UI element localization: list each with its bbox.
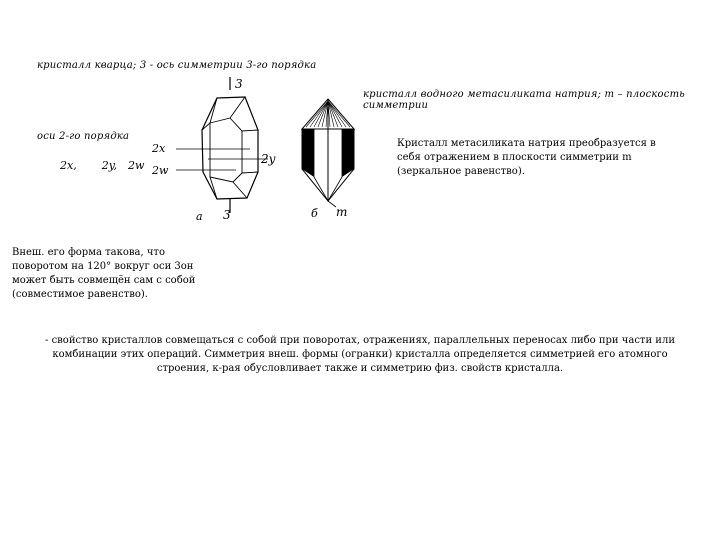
axis-2w-symbol: 2w [127,159,145,172]
quartz-crystal-figure [150,75,290,225]
symmetry-definition: - свойство кристаллов совмещаться с собой при поворотах, отражениях, параллельных переносах либо при части или комбинации этих операций. Симметрия внеш. формы (огранки) кристалла определяется симметрией его атомного строения, к-рая обусловливает также и симметрию физ. свойств кристалла. [45,335,675,374]
figure-b-letter: б [311,207,318,220]
axis-2y-symbol: 2y, [101,159,117,172]
axis-2y-label: 2y [261,152,276,166]
quartz-description: Внеш. его форма такова, что поворотом на 120° вокруг оси 3он может быть совмещён сам с собой (совместимое равенство). [12,247,196,300]
figure-a-letter: a [196,210,203,223]
axes-symbols [60,159,144,172]
figure-a-bottom-label: 3 [223,208,231,222]
axis-2w-label: 2w [152,164,169,177]
caption-quartz: кристалл кварца; 3 - ось симметрии 3-го порядка [37,60,317,71]
figure-a-top-label: 3 [235,77,243,91]
caption-second-order-axes: оси 2-го порядка [37,131,130,142]
symmetry-plane-m-label: m [336,205,348,219]
sodium-metasilicate-figure [296,95,376,225]
caption-sodium-metasilicate: кристалл водного метасиликата натрия; m – плоскость симметрии [363,89,685,111]
axis-2x-label: 2x [152,142,166,155]
axis-2x-symbol: 2x, [60,159,77,172]
sodium-description: Кристалл метасиликата натрия преобразуется в себя отражением в плоскости симметрии m (зеркальное равенство). [397,138,656,177]
